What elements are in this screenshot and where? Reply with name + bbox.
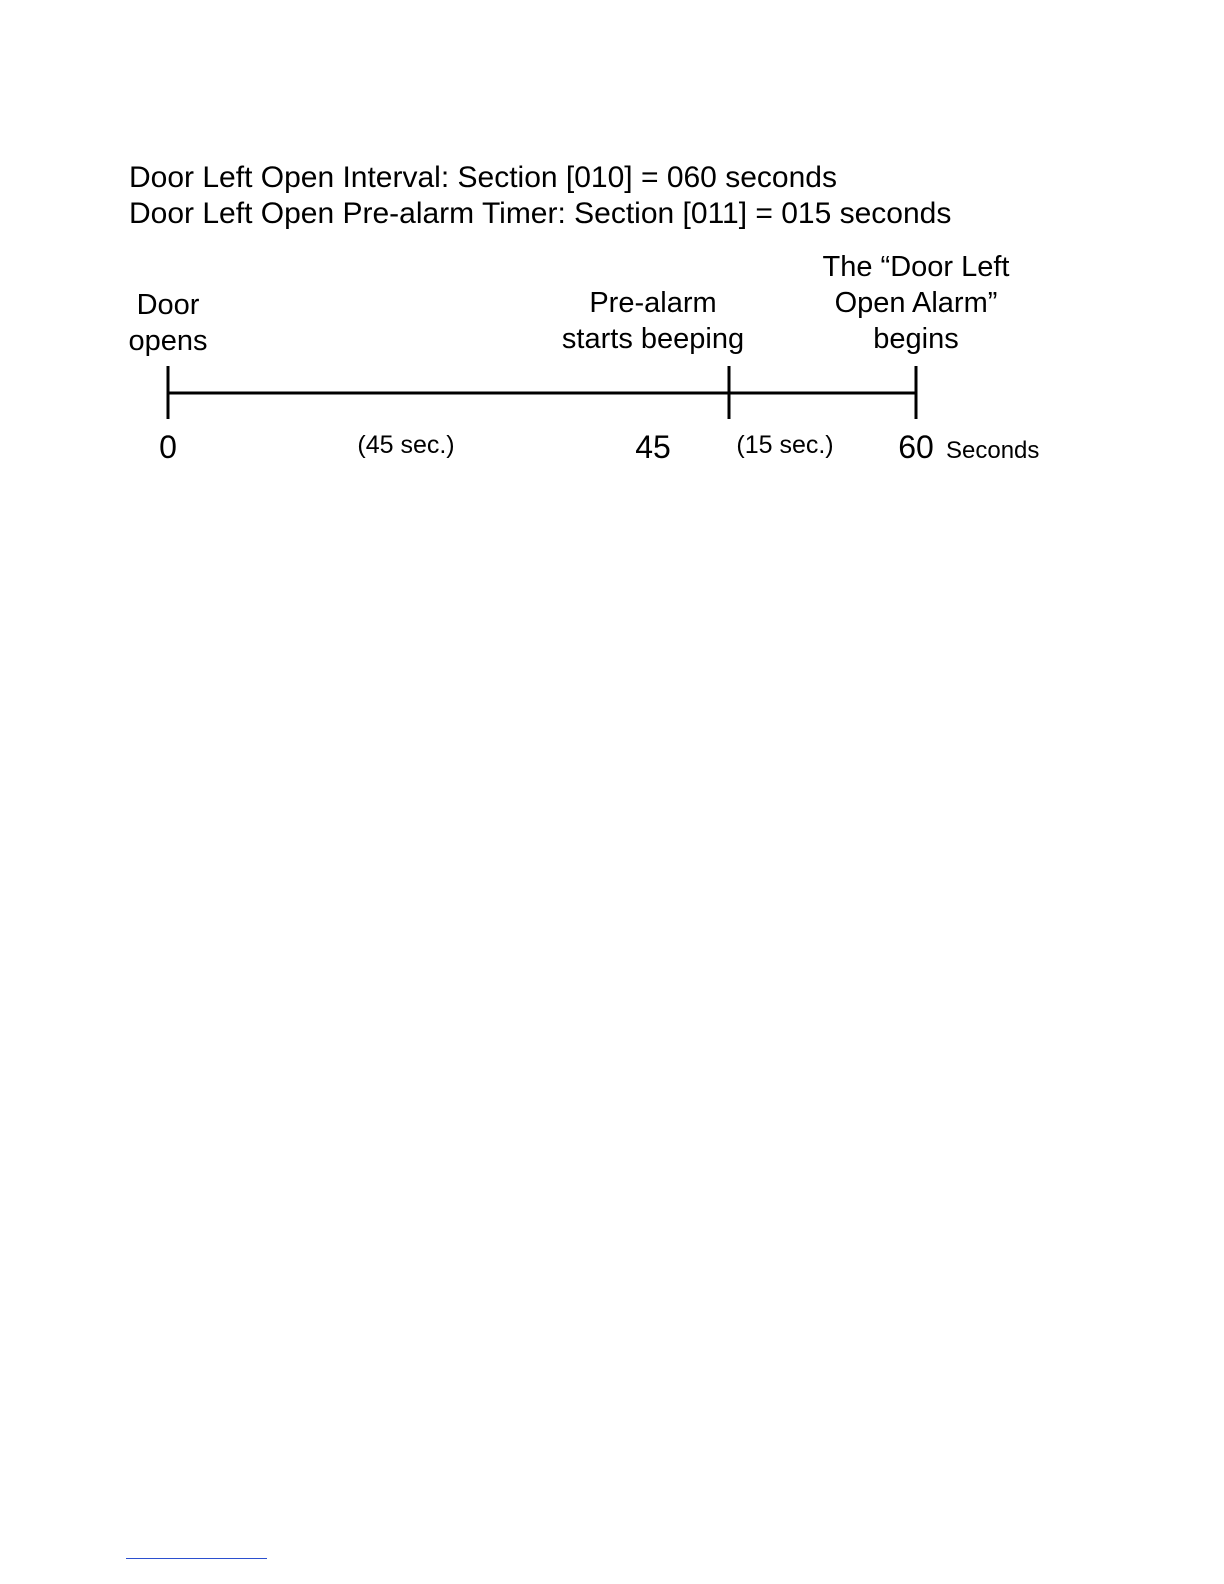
event-label-line: starts beeping — [561, 323, 745, 355]
event-label-line: Door — [136, 289, 200, 321]
interval-label-first: (45 sec.) — [357, 431, 455, 459]
event-label-line: Open Alarm” — [834, 287, 998, 319]
interval-label-second: (15 sec.) — [736, 431, 834, 459]
unit-label-seconds: Seconds — [946, 437, 1040, 464]
event-label-line: begins — [873, 323, 959, 355]
footnote-separator — [126, 1558, 267, 1559]
header-prealarm-line: Door Left Open Pre-alarm Timer: Section [011] = 015 seconds — [129, 197, 952, 230]
event-label-line: opens — [128, 325, 208, 357]
event-label-line: The “Door Left — [822, 251, 1010, 283]
tick-label-45: 45 — [635, 429, 671, 465]
event-label-line: Pre-alarm — [589, 287, 717, 319]
tick-label-0: 0 — [159, 429, 177, 465]
header-interval-line: Door Left Open Interval: Section [010] = 060 seconds — [129, 161, 837, 194]
tick-label-60: 60 — [898, 429, 934, 465]
